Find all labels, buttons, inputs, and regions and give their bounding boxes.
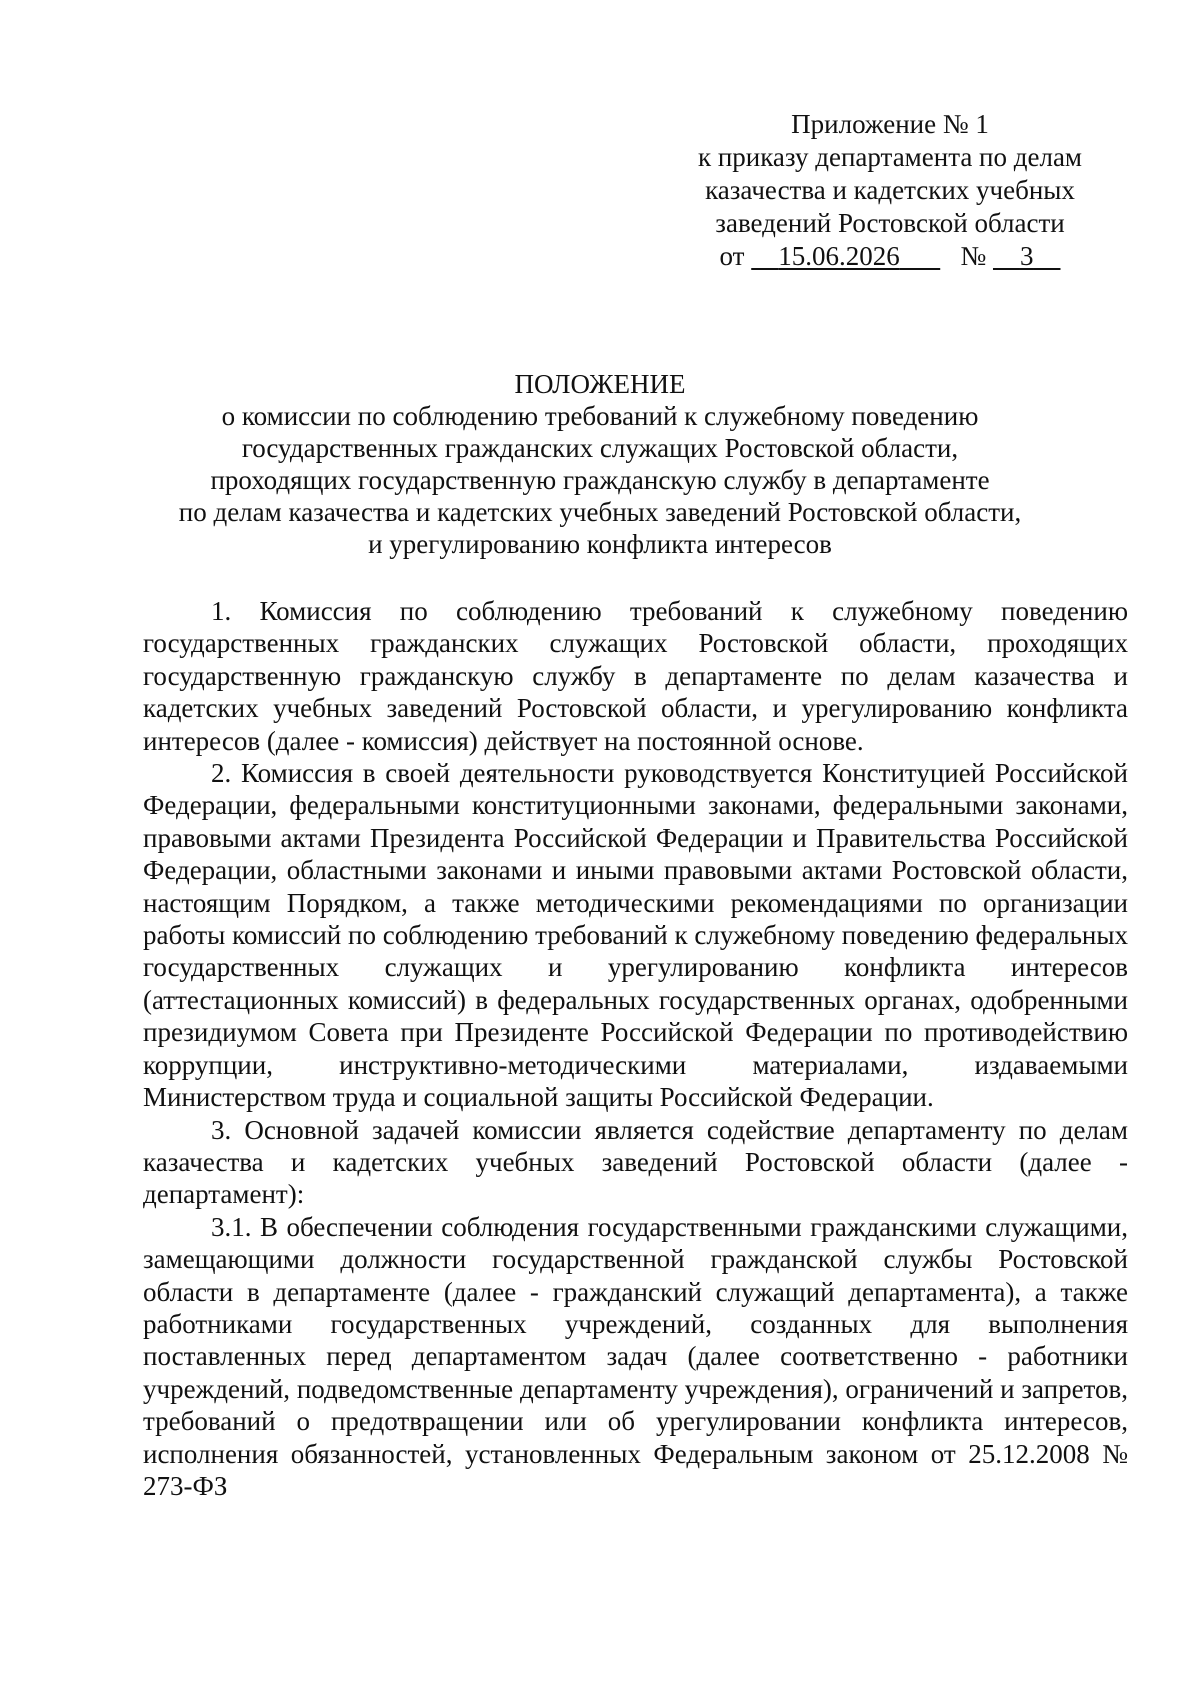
appendix-department-line: казачества и кадетских учебных (705, 175, 1075, 205)
number-value: 3 (1019, 241, 1034, 271)
date-prefix: от (719, 241, 745, 271)
appendix-order-line: к приказу департамента по делам (697, 142, 1083, 172)
title-line-1: о комиссии по соблюдению требований к служебному поведению (221, 401, 979, 431)
title-line-4: по делам казачества и кадетских учебных заведений Ростовской области, (178, 497, 1022, 527)
document-title-block (100, 368, 1100, 560)
appendix-header (650, 108, 1130, 273)
appendix-title: Приложение № 1 (791, 109, 989, 139)
document-body (143, 595, 1128, 1502)
number-field (993, 241, 1061, 271)
appendix-region-line: заведений Ростовской области (715, 208, 1065, 238)
paragraph-3: 3. Основной задачей комиссии является содействие департаменту по делам казачества и кадетских учебных заведений Ростовской области (далее - департамент): (143, 1114, 1128, 1210)
title-line-3: проходящих государственную гражданскую службу в департаменте (210, 465, 990, 495)
title-line-5: и урегулированию конфликта интересов (368, 529, 832, 559)
document-heading: ПОЛОЖЕНИЕ (514, 369, 686, 399)
paragraph-2: 2. Комиссия в своей деятельности руководствуется Конституцией Российской Федерации, федеральными конституционными законами, федеральными законами, правовыми актами Президента Российской Федерации и Правительства Российской Федерации, областными законами и иными правовыми актами Ростовской области, настоящим Порядком, а также методическими рекомендациями по организации работы комиссий по соблюдению требований к служебному поведению федеральных государственных служащих и урегулированию конфликта интересов (аттестационных комиссий) в федеральных государственных органах, одобренными президиумом Совета при Президенте Российской Федерации по противодействию коррупции, инструктивно-методическими материалами, издаваемыми Министерством труда и социальной защиты Российской Федерации. (143, 758, 1128, 1113)
date-value: 15.06.2026 (778, 241, 900, 271)
appendix-date-number-line (650, 240, 1130, 273)
paragraph-3-1: 3.1. В обеспечении соблюдения государственными гражданскими служащими, замещающими должности государственной гражданской службы Ростовской области в департаменте (далее - гражданский служащий департамента), а также работниками государственных учреждений, созданных для выполнения поставленных перед департаментом задач (далее соответственно - работники учреждений, подведомственные департаменту учреждения), ограничений и запретов, требований о предотвращении или об урегулировании конфликта интересов, исполнения обязанностей, установленных Федеральным законом от 25.12.2008 № 273-ФЗ (143, 1211, 1128, 1501)
date-field (751, 241, 940, 271)
paragraph-1: 1. Комиссия по соблюдению требований к служебному поведению государственных гражданских служащих Ростовской области, проходящих государственную гражданскую службу в департаменте по делам казачества и кадетских учебных заведений Ростовской области, и урегулированию конфликта интересов (далее - комиссия) действует на постоянной основе. (143, 596, 1128, 756)
number-prefix: № (960, 241, 987, 271)
title-line-2: государственных гражданских служащих Ростовской области, (241, 433, 959, 463)
